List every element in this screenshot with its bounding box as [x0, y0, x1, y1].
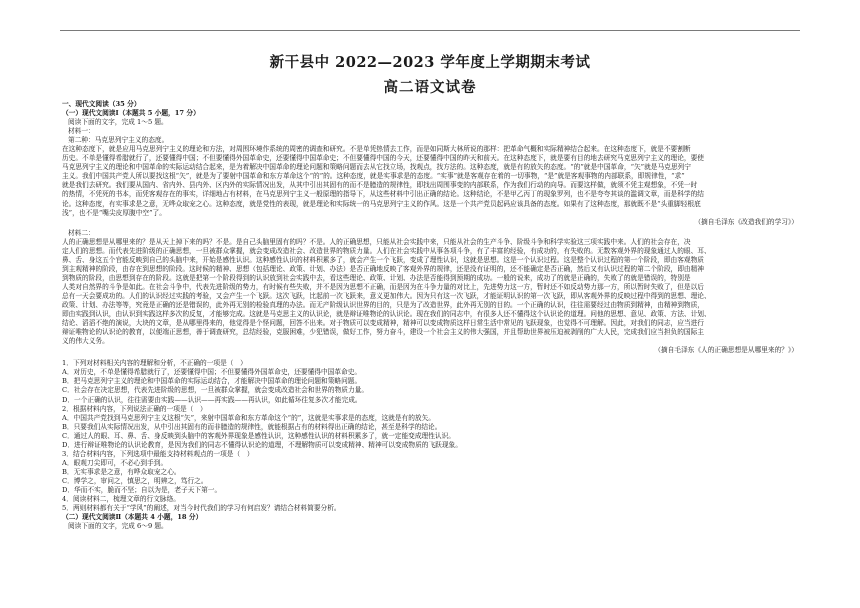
text-line: D．华而不实，脆而不坚；自以为是，老子天下第一。 — [62, 485, 222, 494]
text-line: C．社会存在决定思想，代表先进阶级的思想，一旦被群众掌握，就会变成改造社会和世界的物质力量。 — [62, 386, 369, 395]
exam-page — [60, 0, 800, 608]
text-line: （摘自毛泽东《改造我们的学习》） — [694, 217, 798, 226]
text-line: 辩证唯物论的认识论的教育，以便端正思想，善于调查研究，总结经验，克服困难，少犯错误，做好工作，努力奋斗，建设一个社会主义的伟大强国，并且帮助世界被压迫被剥削的广大人民，完成我们应当担负的国际主 — [62, 328, 704, 337]
text-line: 3．结合材料内容，下列选项中最能支持材料观点的一项是（ ） — [62, 449, 254, 458]
text-line: 政策、计划、办法等等，究竟是正确的还是错误的，此外再无别的检验真理的办法。而无产阶级认识世界的目的，只是为了改造世界，此外再无别的目的。一个正确的认识，往往需要经过由物质到精神，由精神到物质， — [62, 301, 704, 310]
text-line: （一）现代文阅读Ⅰ（本题共 5 小题，17 分） — [62, 109, 200, 118]
text-line: 马克思列宁主义的理论和中国革命的实际运动结合起来，是为着解决中国革命的理论问题和策略问题而去从它找立场，找观点，找方法的。这种态度，就是有的放矢的态度。“的”就是中国革命，“矢”就是马克思列宁 — [62, 163, 691, 172]
exam-body — [62, 100, 798, 531]
exam-title: 新干县中 2022—2023 学年度上学期期末考试 — [269, 54, 591, 71]
text-line: C．通过人的眼、耳、鼻、舌、身反映到头脑中的客观外界现象是感性认识，这种感性认识的材料积累多了，就一定能变成理性认识。 — [62, 431, 455, 440]
text-line: 5．两则材料都有关于“学风”的阐述，对当今时代我们的学习有何启发？请结合材料简要分析。 — [62, 504, 341, 513]
text-line: B．把马克思列宁主义的理论和中国革命的实际运动结合，才能解决中国革命的理论问题和策略问题。 — [62, 377, 362, 386]
text-line: A．眼观刀尖即可，不必心到手到。 — [62, 458, 168, 467]
text-line: 人类对自然界的斗争是如此。在社会斗争中，代表先进阶级的势力，有时候有些失败，并不是因为思想不正确，而是因为在斗争力量的对比上，先进势力这一方，暂时还不如反动势力那一方，所以暂时失败了，但是以后 — [62, 282, 704, 291]
text-line: 到主观精神的阶段，由存在到思想的阶段。这时候的精神、思想（包括理论、政策、计划、办法）是否正确地反映了客观外界的规律，还是没有证明的，还不能确定是否正确，然后又有认识过程的第二个阶段，即由精神 — [62, 264, 704, 273]
text-line: 到物质的阶段，由思想到存在的阶段。这就是把第一个阶段得到的认识放到社会实践中去，看这些理论、政策、计划、办法是否能得到预期的成功。一般的说来，成功了的就是正确的，失败了的就是错误的，特别是 — [62, 273, 691, 282]
text-line: C．博学之，审问之，慎思之，明辨之，笃行之。 — [62, 476, 208, 485]
text-line: 定人们的思想。而代表先进阶级的正确思想，一旦被群众掌握，就会变成改造社会、改造世界的物质力量。人们在社会实践中从事各项斗争，有了丰富的经验，有成功的，有失败的。无数客观外界的现象通过人的眼、耳、 — [62, 246, 711, 255]
text-line: B．无实事求是之意，有哗众取宠之心。 — [62, 467, 181, 476]
text-line: （二）现代文阅读Ⅱ（本题共 4 小题，18 分） — [62, 513, 203, 522]
text-line: A．中国共产党找到马克思列宁主义这根“矢”，来射中国革命和东方革命这个“的”，这就是实事求是的态度，这就是有的放矢。 — [62, 413, 435, 422]
text-line: 2．根据材料内容，下列说法正确的一项是（ ） — [62, 404, 207, 413]
header-rule — [60, 30, 800, 31]
text-line: 一、现代文阅读（35 分） — [62, 100, 141, 108]
text-line: B．只要我们从实际情况出发，从中引出其固有的而非臆造的规律性，就能根据占有的材料得出正确的结论，甚至是科学的结论。 — [62, 422, 442, 431]
text-line: 即由实践到认识，由认识到实践这样多次的反复，才能够完成。这就是马克思主义的认识论，就是辩证唯物论的认识论。现在我们的同志中，有很多人还不懂得这个认识论的道理。问他的思想、意见、政策、方法、计划、 — [62, 310, 711, 319]
text-line: 总有一天会要成功的。人们的认识经过实践的考验，又会产生一个飞跃。这次飞跃，比起前一次飞跃来，意义更加伟大。因为只有这一次飞跃，才能证明认识的第一次飞跃，即从客观外界的反映过程中得到的思想、理论、 — [62, 291, 711, 300]
text-line: 在这种态度下，就是应用马克思列宁主义的理论和方法，对周围环境作系统的周密的调查和研究。不是单凭热情去工作，而是如同斯大林所说的那样：把革命气概和实际精神结合起来。在这种态度下，就是不要割断 — [62, 145, 691, 154]
text-line: D．进行辩证唯物论的认识论教育，是因为我们的同志不懂得认识论的道理，不理解物质可以变成精神、精神可以变成物质的飞跃现象。 — [62, 440, 462, 449]
text-line: 第二种：马克思列宁主义的态度。 — [68, 136, 169, 145]
text-line: 论。这种态度，有实事求是之意，无哗众取宠之心。这种态度，就是党性的表现，就是理论和实际统一的马克思列宁主义的作风。这是一个共产党员起码应该具备的态度。如果有了这种态度，那就既不是“头重脚轻根底 — [62, 199, 701, 208]
text-line: 结论、滔滔不绝的演说，大块的文章，是从哪里得来的，他觉得是个怪问题，回答不出来。对于物质可以变成精神，精神可以变成物质这样日常生活中常见的飞跃现象，也觉得不可理解。因此，对我们的同志，应当进行 — [62, 319, 704, 328]
text-line: 鼻、舌、身这五个官能反映到自己的头脑中来，开始是感性认识。这种感性认识的材料积累多了，就会产生一个飞跃，变成了理性认识，这就是思想。这是一个认识过程。这是整个认识过程的第一个阶段，即由客观物质 — [62, 255, 704, 264]
text-line: 1．下列对材料相关内容的理解和分析，不正确的一项是（ ） — [62, 359, 247, 368]
text-line: （摘自毛泽东《人的正确思想是从哪里来的？》） — [654, 346, 798, 355]
text-line: 浅”，也不是“嘴尖皮厚腹中空”了。 — [62, 208, 166, 217]
text-line: D．一个正确的认识，往往需要由实践——认识——再实践——再认识，如此循环往复多次才能完成。 — [62, 395, 362, 404]
text-line: 人的正确思想是从哪里来的？是从天上掉下来的吗？不是。是自己头脑里固有的吗？不是。人的正确思想，只能从社会实践中来，只能从社会的生产斗争、阶级斗争和科学实验这三项实践中来。人们的社会存在，决 — [62, 237, 691, 246]
text-line: 材料二： — [68, 228, 95, 237]
text-line: 阅读下面的文字，完成 6～9 题。 — [68, 522, 168, 531]
exam-subtitle: 高二语文试卷 — [383, 79, 477, 96]
text-line: 阅读下面的文字，完成 1～5 题。 — [68, 118, 168, 127]
text-line: 就是我们去研究。我们要从国内、省内外、县内外、区内外的实际情况出发，从其中引出其固有的而不是臆造的规律性，即找出周围事变的内部联系，作为我们行动的向导。而要这样做，就须不凭主观想象，不凭一时 — [62, 181, 698, 190]
text-line: 材料一： — [68, 127, 95, 136]
text-line: 的热情，不凭死的书本，而凭客观存在的事实，详细地占有材料，在马克思列宁主义一般原理的指导下，从这些材料中引出正确的结论。这种结论，不是甲乙丙丁的现象罗列，也不是夸夸其谈的滥调文章，而是科学的结 — [62, 190, 704, 199]
text-line: A．对历史，不单是懂得希腊就行了，还要懂得中国；不但要懂得外国革命史，还要懂得中国革命史。 — [62, 368, 362, 377]
text-line: 义的伟大义务。 — [62, 337, 109, 346]
text-line: 4．阅读材料二，梳理文章的行文脉络。 — [62, 495, 180, 504]
text-line: 主义。我们中国共产党人所以要找这根“矢”，就是为了要射中国革命和东方革命这个“的”的。这种态度，就是实事求是的态度。“实事”就是客观存在着的一切事物，“是”就是客观事物的内部联系，即规律性，“求” — [62, 172, 685, 181]
text-line: 历史。不单是懂得希腊就行了，还要懂得中国；不但要懂得外国革命史，还要懂得中国革命史；不但要懂得中国的今天，还要懂得中国的昨天和前天。在这种态度下，就是要有目的地去研究马克思列宁主义的理论，要使 — [62, 154, 704, 163]
